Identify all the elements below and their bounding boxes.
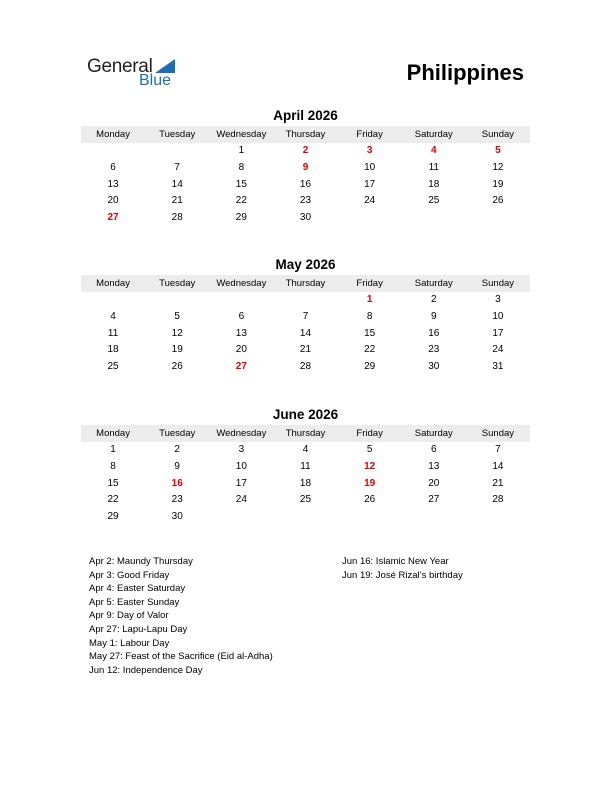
day-cell: 17 (364, 178, 376, 190)
day-cell: 10 (235, 460, 247, 472)
weekday-label: Monday (96, 129, 130, 140)
weekday-label: Tuesday (159, 129, 196, 140)
week-row (81, 459, 530, 476)
day-cell: 15 (107, 477, 119, 489)
day-cell: 21 (171, 195, 183, 207)
day-cell: 22 (107, 494, 119, 506)
day-cell: 14 (492, 460, 504, 472)
day-cell: 23 (171, 494, 183, 506)
holiday-day-cell: 27 (235, 361, 247, 373)
day-cell: 8 (110, 460, 116, 472)
weekday-label: Sunday (481, 428, 515, 439)
week-row (81, 476, 530, 493)
holiday-note: Apr 5: Easter Sunday (89, 596, 180, 608)
week-row (81, 342, 530, 359)
month-title: May 2026 (275, 257, 336, 272)
day-cell: 1 (110, 444, 116, 455)
day-cell: 2 (174, 444, 180, 455)
day-cell: 20 (428, 477, 440, 489)
day-cell: 26 (171, 361, 183, 373)
day-cell: 31 (492, 361, 504, 373)
week-row (81, 492, 530, 509)
weekday-label: Thursday (285, 278, 326, 289)
holiday-notes-right (342, 555, 463, 582)
holiday-note: Apr 27: Lapu-Lapu Day (89, 623, 188, 635)
day-cell: 28 (171, 212, 183, 224)
empty-day-cell (81, 143, 145, 160)
weekday-label: Friday (356, 278, 383, 289)
day-cell: 23 (428, 344, 440, 356)
day-cell: 23 (299, 195, 312, 207)
day-cell: 25 (299, 494, 312, 506)
day-cell: 18 (428, 178, 440, 190)
weekday-label: Saturday (414, 428, 453, 439)
empty-day-cell (209, 509, 273, 526)
day-cell: 16 (428, 327, 440, 339)
day-cell: 1 (238, 145, 245, 156)
logo (87, 56, 187, 92)
day-cell: 17 (492, 327, 504, 339)
weekday-label: Monday (96, 278, 130, 289)
country-title: Philippines (406, 60, 524, 85)
day-cell: 30 (171, 511, 183, 523)
day-cell: 7 (495, 444, 501, 455)
weekday-label: Thursday (285, 129, 326, 140)
holiday-day-cell: 16 (171, 477, 183, 489)
day-cell: 5 (174, 310, 180, 322)
day-cell: 29 (364, 361, 376, 373)
holiday-note: Apr 9: Day of Valor (89, 610, 169, 622)
holiday-day-cell: 4 (430, 145, 437, 156)
day-cell: 25 (107, 361, 119, 373)
month-title: June 2026 (272, 407, 339, 422)
day-cell: 2 (430, 294, 437, 305)
day-cell: 13 (428, 460, 440, 472)
logo-triangle-icon (155, 59, 175, 73)
week-row (81, 210, 530, 227)
day-cell: 7 (174, 161, 180, 173)
weekday-header-row (81, 275, 530, 292)
day-cell: 19 (492, 178, 504, 190)
day-cell: 12 (171, 327, 183, 339)
week-row (81, 309, 530, 326)
day-cell: 21 (299, 344, 312, 356)
logo-general-text: General (87, 56, 153, 77)
day-cell: 8 (366, 310, 373, 322)
day-cell: 16 (299, 178, 312, 190)
holiday-note: Jun 12: Independence Day (89, 664, 203, 676)
empty-day-cell (402, 509, 466, 526)
weekday-label: Wednesday (216, 129, 267, 140)
month-title: April 2026 (273, 108, 338, 123)
empty-day-cell (145, 143, 209, 160)
day-cell: 6 (110, 161, 116, 173)
day-cell: 3 (238, 444, 245, 455)
holiday-day-cell: 3 (366, 145, 373, 156)
day-cell: 29 (107, 511, 119, 523)
day-cell: 11 (107, 327, 119, 339)
day-cell: 14 (299, 327, 312, 339)
empty-day-cell (466, 210, 530, 227)
week-row (81, 143, 530, 160)
day-cell: 7 (302, 310, 309, 322)
week-row (81, 177, 530, 194)
empty-day-cell (273, 292, 337, 309)
day-cell: 13 (107, 178, 119, 190)
day-cell: 17 (235, 477, 247, 489)
day-cell: 10 (364, 161, 376, 173)
day-cell: 3 (495, 294, 501, 305)
week-row (81, 292, 530, 309)
logo-blue-text: Blue (139, 72, 172, 89)
day-cell: 9 (174, 460, 180, 472)
day-cell: 4 (302, 444, 309, 455)
day-cell: 15 (235, 178, 247, 190)
holiday-day-cell: 19 (364, 477, 376, 489)
day-cell: 11 (300, 460, 311, 472)
day-cell: 21 (492, 477, 504, 489)
empty-day-cell (338, 509, 402, 526)
day-cell: 5 (366, 444, 373, 455)
holiday-day-cell: 9 (302, 161, 309, 173)
day-cell: 30 (299, 212, 312, 224)
day-cell: 20 (107, 195, 119, 207)
day-cell: 24 (364, 195, 376, 207)
weekday-label: Friday (356, 129, 383, 140)
day-cell: 19 (171, 344, 183, 356)
day-cell: 24 (492, 344, 504, 356)
weekday-label: Wednesday (216, 278, 267, 289)
day-cell: 15 (364, 327, 376, 339)
holiday-note: Jun 16: Islamic New Year (342, 556, 449, 567)
holiday-note: Apr 3: Good Friday (89, 569, 170, 581)
day-cell: 25 (428, 195, 440, 207)
week-row (81, 359, 530, 376)
day-cell: 6 (238, 310, 245, 322)
day-cell: 29 (235, 212, 247, 224)
holiday-note: Jun 19: José Rizal’s birthday (342, 569, 463, 581)
day-cell: 27 (428, 494, 440, 506)
weekday-header-row (81, 126, 530, 143)
week-row (81, 160, 530, 177)
day-cell: 22 (364, 344, 376, 356)
holiday-notes-left (89, 555, 273, 677)
weekday-label: Sunday (481, 278, 515, 289)
empty-day-cell (402, 210, 466, 227)
weekday-label: Sunday (481, 129, 515, 140)
weekday-label: Tuesday (159, 428, 196, 439)
day-cell: 6 (430, 444, 437, 455)
empty-day-cell (81, 292, 145, 309)
empty-day-cell (466, 509, 530, 526)
day-cell: 18 (299, 477, 312, 489)
day-cell: 10 (492, 310, 504, 322)
week-row (81, 442, 530, 459)
day-cell: 28 (492, 494, 504, 506)
holiday-day-cell: 2 (302, 145, 309, 156)
empty-day-cell (273, 509, 337, 526)
day-cell: 26 (364, 494, 376, 506)
day-cell: 9 (430, 310, 437, 322)
holiday-day-cell: 12 (364, 460, 376, 472)
holiday-note: May 1: Labour Day (89, 637, 170, 649)
day-cell: 4 (110, 310, 116, 322)
day-cell: 18 (107, 344, 119, 356)
holiday-note: Apr 2: Maundy Thursday (89, 556, 193, 567)
weekday-label: Friday (356, 428, 383, 439)
weekday-label: Monday (96, 428, 130, 439)
holiday-day-cell: 5 (495, 145, 501, 156)
weekday-header-row (81, 425, 530, 442)
weekday-label: Saturday (414, 278, 453, 289)
day-cell: 30 (428, 361, 440, 373)
empty-day-cell (209, 292, 273, 309)
holiday-day-cell: 27 (107, 212, 119, 224)
weekday-label: Tuesday (159, 278, 196, 289)
day-cell: 14 (171, 178, 183, 190)
weekday-label: Thursday (285, 428, 326, 439)
week-row (81, 193, 530, 210)
day-cell: 28 (299, 361, 312, 373)
day-cell: 12 (492, 161, 504, 173)
day-cell: 22 (235, 195, 247, 207)
weekday-label: Saturday (414, 129, 453, 140)
month-may (81, 256, 530, 376)
holiday-day-cell: 1 (366, 294, 373, 305)
holiday-note: Apr 4: Easter Saturday (89, 583, 186, 595)
day-cell: 8 (238, 161, 245, 173)
holiday-note: May 27: Feast of the Sacrifice (Eid al-Adha) (89, 651, 273, 663)
week-row (81, 326, 530, 343)
day-cell: 13 (235, 327, 247, 339)
day-cell: 20 (235, 344, 247, 356)
empty-day-cell (145, 292, 209, 309)
day-cell: 24 (235, 494, 247, 506)
month-june (81, 406, 530, 526)
week-row (81, 509, 530, 526)
weekday-label: Wednesday (216, 428, 267, 439)
day-cell: 26 (492, 195, 504, 207)
empty-day-cell (338, 210, 402, 227)
day-cell: 11 (428, 161, 439, 173)
month-april (81, 107, 530, 227)
